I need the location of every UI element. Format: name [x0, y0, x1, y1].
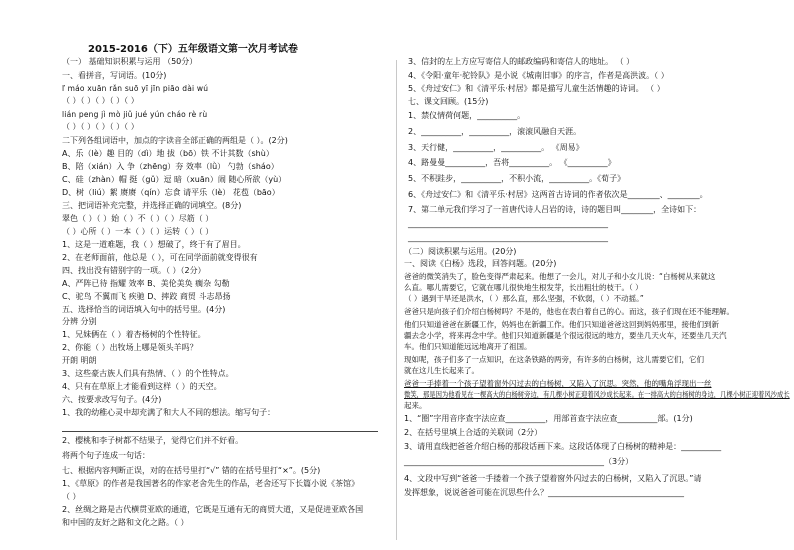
reading-q2: 2、在括号里填上合适的关联词（2分）: [404, 428, 543, 437]
q7-item-1: 1、《草原》的作者是我国著名的作家老舍先生的作品，老舍还写下长篇小说《茶馆》: [62, 479, 360, 488]
poem-answer-line-1: __________________________________________________: [408, 219, 608, 228]
q3-sentence-2: 2、在老师面前，他总是（ ），可在同学面前就变得很有: [62, 253, 258, 262]
q5-heading: 五、选择恰当的词语填入句中的括号里。(4分): [62, 305, 226, 314]
q1-heading: 一、看拼音，写词语。(10分): [62, 71, 167, 80]
answer-line: [62, 431, 378, 432]
q5-sentence-3: 3、这些豪古族人们具有热情、（ ）的个性特点。: [62, 369, 234, 378]
passage-line-5: 他们只知道爸爸在新疆工作，妈妈也在新疆工作。他们只知道爸爸这回到妈妈那里，接他们到新: [404, 320, 719, 329]
passage-line-10: 爸爸一手捧着一个孩子望着窗外闪过去的白杨树，又陷入了沉思。突然，他的嘴角浮现出一丝: [404, 379, 712, 388]
q4-heading: 四、找出没有错别字的一项。（ ）（2分）: [62, 266, 206, 275]
review-item-4: 4、路曼曼__________，吾将__________。 《__________》: [408, 158, 616, 167]
pinyin-row-1: ľ máo xuān rǎn suō yī jīn piāo dài wú: [62, 84, 209, 93]
review-item-2: 2、__________，__________，滚滚风融自天涯。: [408, 127, 582, 136]
q6-sentence-1: 1、我的幼稚心灵中却充满了和大人不同的想法。缩写句子：: [62, 408, 276, 417]
q4-options-ab: A、严阵已待 指耀 效率 B、美伦美奂 瘸杂 勾勒: [62, 279, 230, 288]
q5-sentence-2: 2、你能（ ）出牧场上哪是领头羊吗？: [62, 343, 198, 352]
review-item-7: 7、第二单元我们学习了一首唐代诗人吕岩的诗，诗的题目叫________，全诗如下：: [408, 205, 702, 214]
q5-word-choices-1: 分辨 分别: [62, 317, 97, 326]
q3-idioms-row-2: （ ）心所（ ）一本（ ）（ ）运转（ ）（ ）: [62, 227, 214, 236]
passage-line-1: 爸爸的微笑消失了，脸色变得严肃起来。他想了一会儿，对儿子和小女儿说：“白杨树从来就这: [404, 272, 716, 281]
review-item-3: 3、天行健，__________，__________。 《周易》: [408, 143, 584, 152]
q6-sentence-2: 2、樱桃和李子树都不结果子，觉得它们并不好看。: [62, 436, 244, 445]
exam-title: 2015-2016（下）五年级语文第一次月考试卷: [88, 44, 298, 55]
q3-idioms-row-1: 翠色（ ）（ ）始（ ）不（ ）（ ）尽筋（ ）: [62, 214, 214, 223]
reading-q1: 1、“圈”字用音序查字法应查__________，用部首查字法应查__________部。(1分): [404, 414, 693, 423]
q5-word-choices-2: 开朗 明朗: [62, 356, 97, 365]
pinyin-row-2: lián peng jì mò jiǔ jué yún cháo rè rù: [62, 110, 208, 119]
q3-sentence-1: 1、这是一道难题，我（ ）想破了，终于有了眉目。: [62, 240, 246, 249]
reading-q3: 3、请用直线把爸爸介绍白杨的那段话画下来。这段话体现了白杨树的精神是：__________: [404, 442, 722, 451]
passage-line-12: 起来。: [404, 401, 427, 410]
q3-heading: 三、把词语补充完整，并选择正确的词填空。(8分): [62, 201, 242, 210]
q7-item-4: 4、《令阳·童年·驼铃队》是小说《城南旧事》的序言，作者是高洪波。（ ）: [408, 71, 669, 80]
q2-option-a: A、乐（lè）趣 目的（dì）地 拔（bō）铁 不计其数（shù）: [62, 149, 274, 158]
q5-sentence-1: 1、兄妹俩在（ ）着杏杨树的个性特征。: [62, 330, 206, 339]
q6-combine-prompt: 将两个句子连成一句话：: [62, 451, 150, 460]
answer-brackets-row-2: （ ）（ ）（ ）（ ）（ ）: [62, 122, 139, 131]
q2-option-c: C、硅（zhàn）帽 挺（gǔ）逗 暗（xuān）闹 随心所欲（yù）: [62, 175, 287, 184]
q7-heading: 七、根据内容判断正误，对的在括号里打“√” 错的在括号里打“×”。(5分): [62, 466, 321, 475]
q4-options-cd: C、驼鸟 不翼而飞 疾驰 D、摔跤 商贸 斗志昂扬: [62, 292, 231, 301]
passage-line-6: 疆去念小学，将来再念中学。他们只知道新疆是个很远很远的地方，要坐几天火车，还要坐几天汽: [404, 331, 727, 340]
passage-line-11: 微笑，那是因为他看见在一棵高大的白杨树旁边，有几棵小树正迎着风沙成长起来。在一排高大的白杨树的身边，几棵小树正迎着风沙成长: [404, 390, 790, 399]
q7-item-2-cont: 和中国的友好之路和文化之路。（ ）: [62, 518, 189, 527]
q2-heading: 二下列各组词语中，加点的字读音全部正确的两组是（ ）。(2分): [62, 136, 288, 145]
q2-option-d: D、树（liú）絮 赓赓（qín）忘食 请平乐（lè） 花苞（bāo）: [62, 188, 280, 197]
passage-line-9: 就在这儿生长起来了。: [404, 366, 479, 375]
reading-q3-answer-line: __________________________________________________（3分）: [404, 457, 634, 466]
column-divider: [396, 60, 397, 540]
passage-line-7: 车。他们只知道能远远地离开了祖国。: [404, 342, 532, 351]
q6-heading: 六、按要求改写句子。(4分): [62, 395, 162, 404]
q5-sentence-4: 4、只有在草原上才能看到这样（ ）的天空。: [62, 382, 222, 391]
q7-item-3: 3、信封的左上方应写寄信人的邮政编码和寄信人的地址。 （ ）: [408, 57, 635, 66]
reading-q4-cont: 发挥想象，说说爸爸可能在沉思些什么？__________________________________: [404, 488, 684, 497]
passage-line-2: 么直。哪儿需要它，它就在哪儿很快地生根发芽，长出粗壮的枝干。（ ）: [404, 283, 643, 292]
q7-item-5: 5、《舟过安仁》和《清平乐·村居》都是描写儿童生活情趣的诗词。 （ ）: [408, 84, 665, 93]
review-heading: 七、课文回顾。(15分): [408, 97, 489, 106]
review-item-1: 1、禁仪情荷何题，__________。: [408, 111, 526, 120]
q7-item-2: 2、丝绸之路是古代横贯亚欧的通道，它既是互通有无的商贸大道，又是促进亚欧各国: [62, 505, 364, 514]
review-item-6: 6、《舟过安仁》和《清平乐·村居》这两首古诗词的作者依次是________、________。: [408, 190, 708, 199]
reading-heading: （二）阅读积累与运用。(20分): [404, 247, 517, 256]
section-1-heading: （一） 基础知识积累与运用 （50分）: [62, 57, 198, 66]
q7-item-1-bracket: （ ）: [62, 492, 81, 501]
answer-brackets-row-1: （ ）（ ）（ ）（ ）（ ）: [62, 96, 139, 105]
q2-option-b: B、陪（xián）入 争（zhēng）夯 效率（lǜ） 勺勃（sháo）: [62, 162, 279, 171]
poem-answer-line-2: __________________________________________________: [408, 233, 608, 242]
passage-line-8: 现如呢，孩子们多了一点知识，在这条铁路的两旁，有许多的白杨树，这儿需要它们，它们: [404, 355, 704, 364]
reading-sub-heading: 一、阅读《白杨》选段，回答问题。(20分): [404, 259, 557, 268]
review-item-5: 5、不积跬步，__________，不积小流，__________。《荀子》: [408, 174, 626, 183]
reading-q4: 4、文段中写到“爸爸一手搂着一个孩子望着窗外闪过去的白杨树，又陷入了沉思。”请: [404, 474, 702, 483]
passage-line-3: （ ）遇到干旱还是洪水，（ ）那么直，那么坚强，不软弱，（ ）不动摇。”: [404, 294, 644, 303]
passage-line-4: 爸爸只是向孩子们介绍白杨树吗？不是的，他也在表白着自己的心。而这，孩子们现在还不能理解。: [404, 307, 734, 316]
